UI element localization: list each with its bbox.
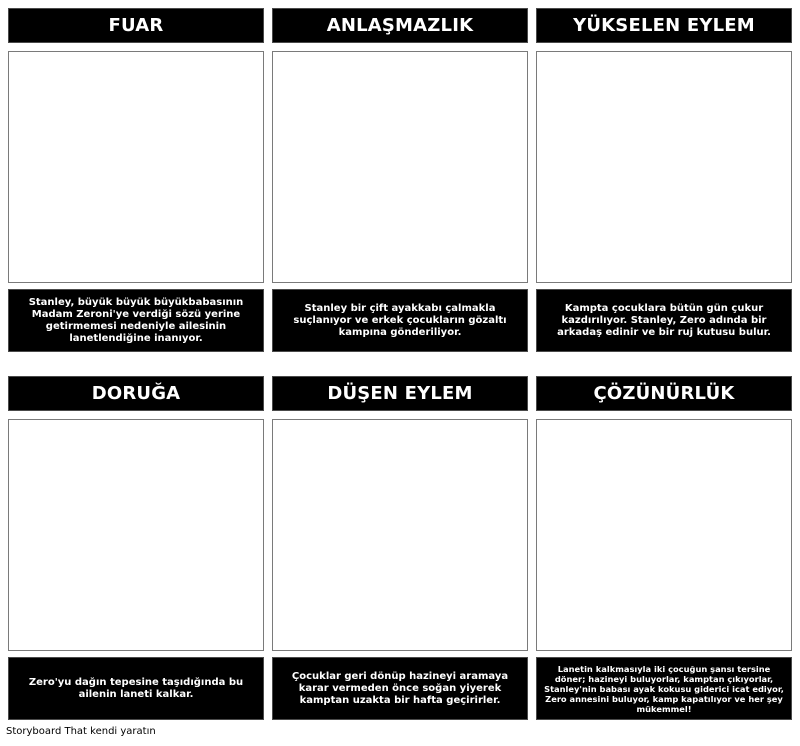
footer-credit[interactable]: Storyboard That kendi yaratın [6,726,156,737]
panel-caption: Lanetin kalkmasıyla iki çocuğun şansı tersine döner; hazineyi buluyorlar, kamptan çıkıyorlar, Stanley'nin babası ayak kokusu giderici icat ediyor, Zero annesini buluyor, kamp kapatılıyor ve her şey mükemmel! [536,657,792,720]
panel-image-frame[interactable] [536,419,792,651]
panel-caption: Çocuklar geri dönüp hazineyi aramaya karar vermeden önce soğan yiyerek kamptan uzakta bir hafta geçirirler. [272,657,528,720]
panel-title: DORUĞA [8,376,264,411]
panel-caption: Stanley, büyük büyük büyükbabasının Madam Zeroni'ye verdiği sözü yerine getirmemesi nedeniyle ailesinin lanetlendiğine inanıyor. [8,289,264,352]
panel-caption: Kampta çocuklara bütün gün çukur kazdırılıyor. Stanley, Zero adında bir arkadaş edinir ve bir ruj kutusu bulur. [536,289,792,352]
panel-title: YÜKSELEN EYLEM [536,8,792,43]
panel-image-frame[interactable] [8,51,264,283]
panel-title: FUAR [8,8,264,43]
panel-image-frame[interactable] [272,51,528,283]
panel-title: ANLAŞMAZLIK [272,8,528,43]
panel-image-frame[interactable] [536,51,792,283]
panel-caption: Zero'yu dağın tepesine taşıdığında bu ailenin laneti kalkar. [8,657,264,720]
panel-title: DÜŞEN EYLEM [272,376,528,411]
panel-caption: Stanley bir çift ayakkabı çalmakla suçlanıyor ve erkek çocukların gözaltı kampına gönderiliyor. [272,289,528,352]
panel-image-frame[interactable] [8,419,264,651]
panel-title: ÇÖZÜNÜRLÜK [536,376,792,411]
panel-image-frame[interactable] [272,419,528,651]
